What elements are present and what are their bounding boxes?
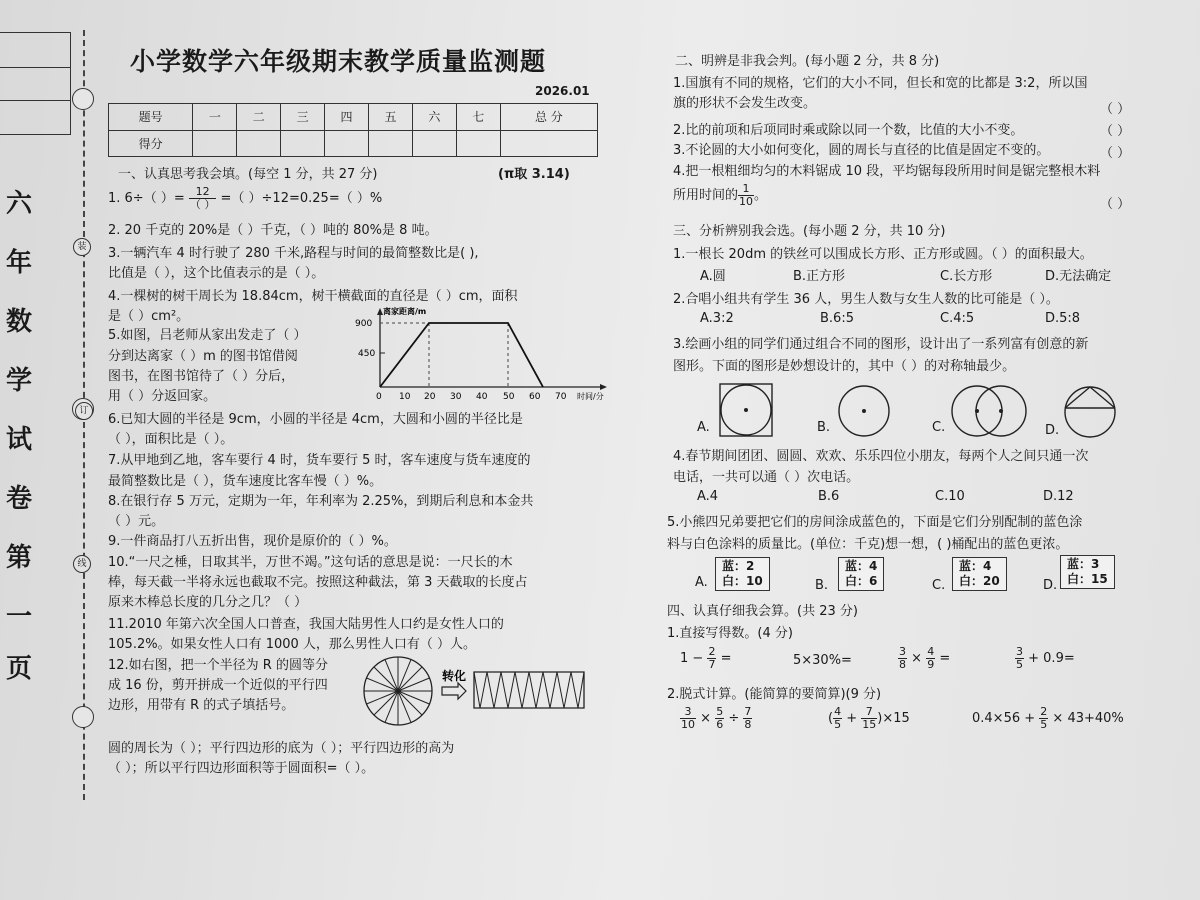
question-10-line3: 原来木棒总长度的几分之几？（ ） (108, 595, 308, 610)
x-tick-label: 70 (555, 392, 567, 402)
judge-2: 2.比的前项和后项同时乘或除以同一个数，比值的大小不变。 (673, 123, 1024, 138)
score-header-cell: 总 分 (500, 104, 597, 131)
score-header-cell: 二 (237, 104, 281, 131)
fraction-den: 9 (927, 658, 935, 671)
expr-fraction (898, 646, 907, 671)
fraction-den: 5 (1040, 718, 1048, 731)
fraction-den: 8 (744, 718, 752, 731)
binding-tag: 装 (73, 238, 91, 256)
side-char: 试 (6, 425, 33, 455)
white-amount: 白：15 (1067, 572, 1108, 586)
option-label: D. (1045, 423, 1060, 438)
judge-3: 3.不论圆的大小如何变化，圆的周长与直径的比值是固定不变的。 (673, 143, 1050, 158)
question-5-line4: 用（ ）分返回家。 (108, 389, 217, 404)
pi-note: (π取 3.14) (498, 167, 570, 182)
binding-hole (72, 88, 94, 110)
fraction-den: 15 (862, 718, 877, 731)
section-heading: 一、认真思考我会填。(每空 1 分，共 27 分) (118, 167, 378, 182)
question-8-line2: （ ）元。 (108, 514, 165, 529)
option: A.圆 (700, 269, 726, 284)
y-tick-label: 900 (355, 319, 373, 329)
fraction-num: 2 (708, 645, 716, 658)
x-tick-label: 40 (476, 392, 488, 402)
section-heading: 三、分析辨别我会选。(每小题 2 分，共 10 分) (673, 224, 946, 239)
trip-line (380, 323, 543, 387)
x-tick-label: 0 (376, 392, 382, 402)
section-heading: 四、认真仔细我会算。(共 23 分) (667, 604, 858, 619)
transform-arrow-icon (442, 683, 466, 699)
side-char: 学 (6, 366, 33, 396)
two-circles-figure (950, 384, 1028, 438)
option-label: C. (932, 578, 946, 593)
paint-ratio-box (838, 557, 884, 591)
expr-text: × 43+40% (1052, 711, 1124, 726)
option-label: A. (697, 420, 710, 435)
fraction-num: 7 (744, 705, 752, 718)
circle-figure (837, 384, 891, 438)
transform-label: 转化 (442, 669, 467, 683)
score-header-cell: 三 (281, 104, 325, 131)
x-tick-label: 50 (503, 392, 515, 402)
x-tick-label: 30 (450, 392, 462, 402)
fraction-den: 5 (1016, 658, 1023, 671)
score-header-cell: 题号 (109, 104, 193, 131)
score-cell (412, 130, 456, 157)
q1-den: （ ） (189, 198, 216, 211)
side-char: 页 (6, 654, 33, 684)
expr-1 (680, 646, 731, 671)
expr-text: )×15 (877, 711, 910, 726)
choice-1: 1.一根长 20dm 的铁丝可以围成长方形、正方形或圆。（ ）的面积最大。 (673, 247, 1093, 262)
score-header-cell: 六 (412, 104, 456, 131)
paint-ratio-box (952, 557, 1007, 591)
score-header-cell: 五 (369, 104, 413, 131)
fraction-den: 7 (708, 658, 716, 671)
x-tick-label: 60 (529, 392, 541, 402)
option-label: B. (817, 420, 831, 435)
parallelogram-shape (474, 672, 584, 708)
fraction-num: 5 (716, 705, 724, 718)
option: A.4 (697, 489, 719, 504)
side-char: 年 (6, 248, 33, 278)
white-amount: 白：6 (845, 574, 878, 588)
question-4-line2: 是（ ）cm²。 (108, 309, 190, 324)
judge-4-post: 。 (754, 188, 768, 203)
question-5-line2: 分到达离家（ ）m 的图书馆借阅 (108, 349, 298, 364)
blue-amount: 蓝：4 (845, 559, 878, 573)
expr-2: 5×30%= (793, 653, 852, 668)
calc-heading: 1.直接写得数。(4 分) (667, 626, 793, 641)
expr-text: ( (828, 711, 834, 726)
question-10-line2: 棒，每天截一半将永远也截取不完。按照这种截法，第 3 天截取的长度占 (108, 575, 528, 590)
expr-fraction (680, 706, 696, 731)
option-label: B. (815, 578, 829, 593)
blue-amount: 蓝：2 (722, 559, 755, 573)
question-7: 7.从甲地到乙地，客车要行 4 时，货车要行 5 时，客车速度与货车速度的 (108, 453, 531, 468)
y-tick-label: 450 (358, 349, 376, 359)
question-1 (108, 186, 382, 211)
circle-triangle-figure (1062, 384, 1118, 440)
judge-4-pre: 所用时间的 (673, 188, 739, 203)
q1-text-a: 1. 6÷（ ）= (108, 191, 185, 206)
score-cell (369, 130, 413, 157)
distance-time-graph (355, 303, 620, 405)
expr-text: = (939, 651, 951, 666)
question-12-line3: 边形，用带有 R 的式子填括号。 (108, 698, 295, 713)
fraction-num: 4 (834, 705, 842, 718)
white-amount: 白：10 (722, 574, 763, 588)
expr-3 (898, 646, 950, 671)
question-10: 10.“一尺之棰，日取其半，万世不竭。”这句话的意思是说：一尺长的木 (108, 555, 513, 570)
square-circle-figure (718, 382, 774, 438)
q1-fraction (189, 186, 217, 211)
fraction-num: 1 (738, 183, 754, 196)
score-cell (456, 130, 500, 157)
calc-heading: 2.脱式计算。(能简算的要简算)(9 分) (667, 687, 882, 702)
side-char: 六 (6, 189, 33, 219)
answer-paren: （ ） (1100, 197, 1131, 212)
x-tick-label: 10 (399, 392, 411, 402)
choice-4-line2: 电话，一共可以通（ ）次电话。 (673, 470, 860, 485)
x-tick-label: 20 (424, 392, 436, 402)
question-7-line2: 最简整数比是（ ），货车速度比客车慢（ ）%。 (108, 474, 383, 489)
question-8: 8.在银行存 5 万元，定期为一年，年利率为 2.25%，到期后利息和本金共 (108, 494, 534, 509)
option: D.12 (1043, 489, 1074, 504)
score-table (108, 103, 598, 157)
question-6: 6.已知大圆的半径是 9cm，小圆的半径是 4cm，大圆和小圆的半径比是 (108, 412, 523, 427)
x-axis-arrow (600, 384, 607, 390)
name-box (0, 66, 71, 101)
binding-tag: 线 (73, 555, 91, 573)
score-row-label: 得分 (109, 130, 193, 157)
expr-text: + 0.9= (1028, 651, 1075, 666)
expr-text: × (911, 651, 923, 666)
calc-expr-1 (680, 706, 752, 731)
score-cell (281, 130, 325, 157)
question-5-line3: 图书，在图书馆待了（ ）分后， (108, 369, 295, 384)
option: C.长方形 (940, 269, 993, 284)
page-title: 小学数学六年级期末教学质量监测题 (130, 47, 547, 76)
expr-4 (1015, 646, 1075, 671)
white-amount: 白：20 (959, 574, 1000, 588)
score-header-cell: 一 (193, 104, 237, 131)
question-3: 3.一辆汽车 4 时行驶了 280 千米,路程与时间的最简整数比是( ), (108, 246, 479, 261)
question-4: 4.一棵树的树干周长为 18.84cm，树干横截面的直径是（ ）cm，面积 (108, 289, 518, 304)
paint-ratio-box (715, 557, 770, 591)
fraction-num: 7 (861, 706, 877, 719)
question-11-line2: 105.2%。如果女性人口有 1000 人，那么男性人口有（ ）人。 (108, 637, 477, 652)
answer-paren: （ ） (1100, 124, 1131, 139)
fraction-den: 10 (739, 195, 754, 208)
choice-2: 2.合唱小组共有学生 36 人，男生人数与女生人数的比可能是（ ）。 (673, 292, 1059, 307)
q1-num: 12 (189, 186, 217, 199)
side-char: 数 (6, 307, 33, 337)
question-12-line4: 圆的周长为（ ）；平行四边形的底为（ ）；平行四边形的高为 (108, 741, 455, 756)
question-2: 2. 20 千克的 20%是（ ）千克，（ ）吨的 80%是 8 吨。 (108, 223, 438, 238)
section-heading: 二、明辨是非我会判。(每小题 2 分，共 8 分) (675, 54, 940, 69)
calc-expr-3 (972, 706, 1124, 731)
expr-text: = (720, 651, 732, 666)
judge-1-line2: 旗的形状不会发生改变。 (673, 96, 817, 111)
question-12-line2: 成 16 份，剪开拼成一个近似的平行四 (108, 678, 328, 693)
paint-ratio-box (1060, 555, 1115, 589)
score-cell (325, 130, 369, 157)
y-axis-label: 离家距离/m (383, 307, 427, 316)
option-label: A. (695, 575, 708, 590)
expr-text: × (700, 711, 712, 726)
fraction-num: 3 (680, 706, 696, 719)
expr-text: 0.4×56 + (972, 711, 1036, 726)
expr-fraction (833, 706, 842, 731)
expr-fraction (707, 646, 716, 671)
side-char: 第 (6, 543, 33, 573)
option-label: D. (1043, 578, 1058, 593)
option: B.6 (818, 489, 840, 504)
judge-4-line2 (673, 183, 767, 208)
fraction-den: 6 (716, 718, 724, 731)
fraction-den: 8 (899, 658, 906, 671)
name-box (0, 100, 71, 135)
question-11: 11.2010 年第六次全国人口普查，我国大陆男性人口约是女性人口的 (108, 617, 504, 632)
blue-amount: 蓝：3 (1067, 557, 1100, 571)
q1-text-b: =（ ）÷12=0.25=（ ）% (220, 191, 383, 206)
divided-circle (364, 657, 432, 725)
expr-text: 1 − (680, 651, 704, 666)
expr-fraction (715, 706, 724, 731)
fraction-den: 5 (834, 718, 842, 731)
question-5: 5.如图，吕老师从家出发走了（ ） (108, 328, 307, 343)
choice-3: 3.绘画小组的同学们通过组合不同的图形，设计出了一系列富有创意的新 (673, 337, 1089, 352)
expr-fraction (1039, 706, 1048, 731)
question-6-line2: （ ），面积比是（ ）。 (108, 432, 234, 447)
expr-text: + (846, 711, 858, 726)
choice-3-line2: 图形。下面的图形是妙想设计的，其中（ ）的对称轴最少。 (673, 359, 1016, 374)
judge-4-fraction (738, 183, 754, 208)
side-char: 一 (6, 602, 33, 632)
score-cell (237, 130, 281, 157)
calc-expr-2 (828, 706, 910, 731)
fraction-den: 10 (681, 718, 695, 731)
expr-fraction (861, 706, 877, 731)
score-header-cell: 四 (325, 104, 369, 131)
blue-amount: 蓝：4 (959, 559, 992, 573)
option: B.正方形 (793, 269, 846, 284)
option: A.3:2 (700, 311, 734, 326)
option-label: C. (932, 420, 946, 435)
binding-hole (72, 706, 94, 728)
choice-5-line2: 料与白色涂料的质量比。(单位：千克)想一想，( )桶配出的蓝色更浓。 (667, 537, 1069, 552)
choice-5: 5.小熊四兄弟要把它们的房间涂成蓝色的，下面是它们分别配制的蓝色涂 (667, 515, 1083, 530)
judge-4: 4.把一根粗细均匀的木料锯成 10 段，平均锯每段所用时间是锯完整根木料 (673, 164, 1101, 179)
score-cell (500, 130, 597, 157)
option: D.无法确定 (1045, 269, 1112, 284)
question-9: 9.一件商品打八五折出售，现价是原价的（ ）%。 (108, 534, 397, 549)
name-box (0, 32, 71, 68)
answer-paren: （ ） (1100, 102, 1131, 117)
exam-date: 2026.01 (535, 84, 590, 98)
side-char: 卷 (6, 484, 33, 514)
question-3-line2: 比值是（ ），这个比值表示的是（ ）。 (108, 266, 325, 281)
x-axis-label: 时间/分 (577, 392, 604, 401)
answer-paren: （ ） (1100, 146, 1131, 161)
option: D.5:8 (1045, 311, 1081, 326)
fraction-num: 3 (899, 645, 906, 658)
fraction-num: 4 (927, 645, 935, 658)
expr-fraction (743, 706, 752, 731)
choice-4: 4.春节期间团团、圆圆、欢欢、乐乐四位小朋友，每两个人之间只通一次 (673, 449, 1089, 464)
judge-1: 1.国旗有不同的规格，它们的大小不同，但长和宽的比都是 3:2，所以国 (673, 76, 1088, 91)
circle-to-parallelogram-figure (362, 654, 592, 728)
score-header-cell: 七 (456, 104, 500, 131)
fraction-num: 2 (1040, 705, 1048, 718)
question-12-line5: （ ）；所以平行四边形面积等于圆面积=（ ）。 (108, 761, 375, 776)
expr-text: ÷ (728, 711, 740, 726)
expr-fraction (926, 646, 935, 671)
score-cell (193, 130, 237, 157)
option: B.6:5 (820, 311, 854, 326)
question-12: 12.如右图，把一个半径为 R 的圆等分 (108, 658, 328, 673)
binding-tag: 订 (75, 402, 93, 420)
option: C.4:5 (940, 311, 975, 326)
fraction-num: 3 (1016, 645, 1023, 658)
option: C.10 (935, 489, 965, 504)
expr-fraction (1015, 646, 1024, 671)
